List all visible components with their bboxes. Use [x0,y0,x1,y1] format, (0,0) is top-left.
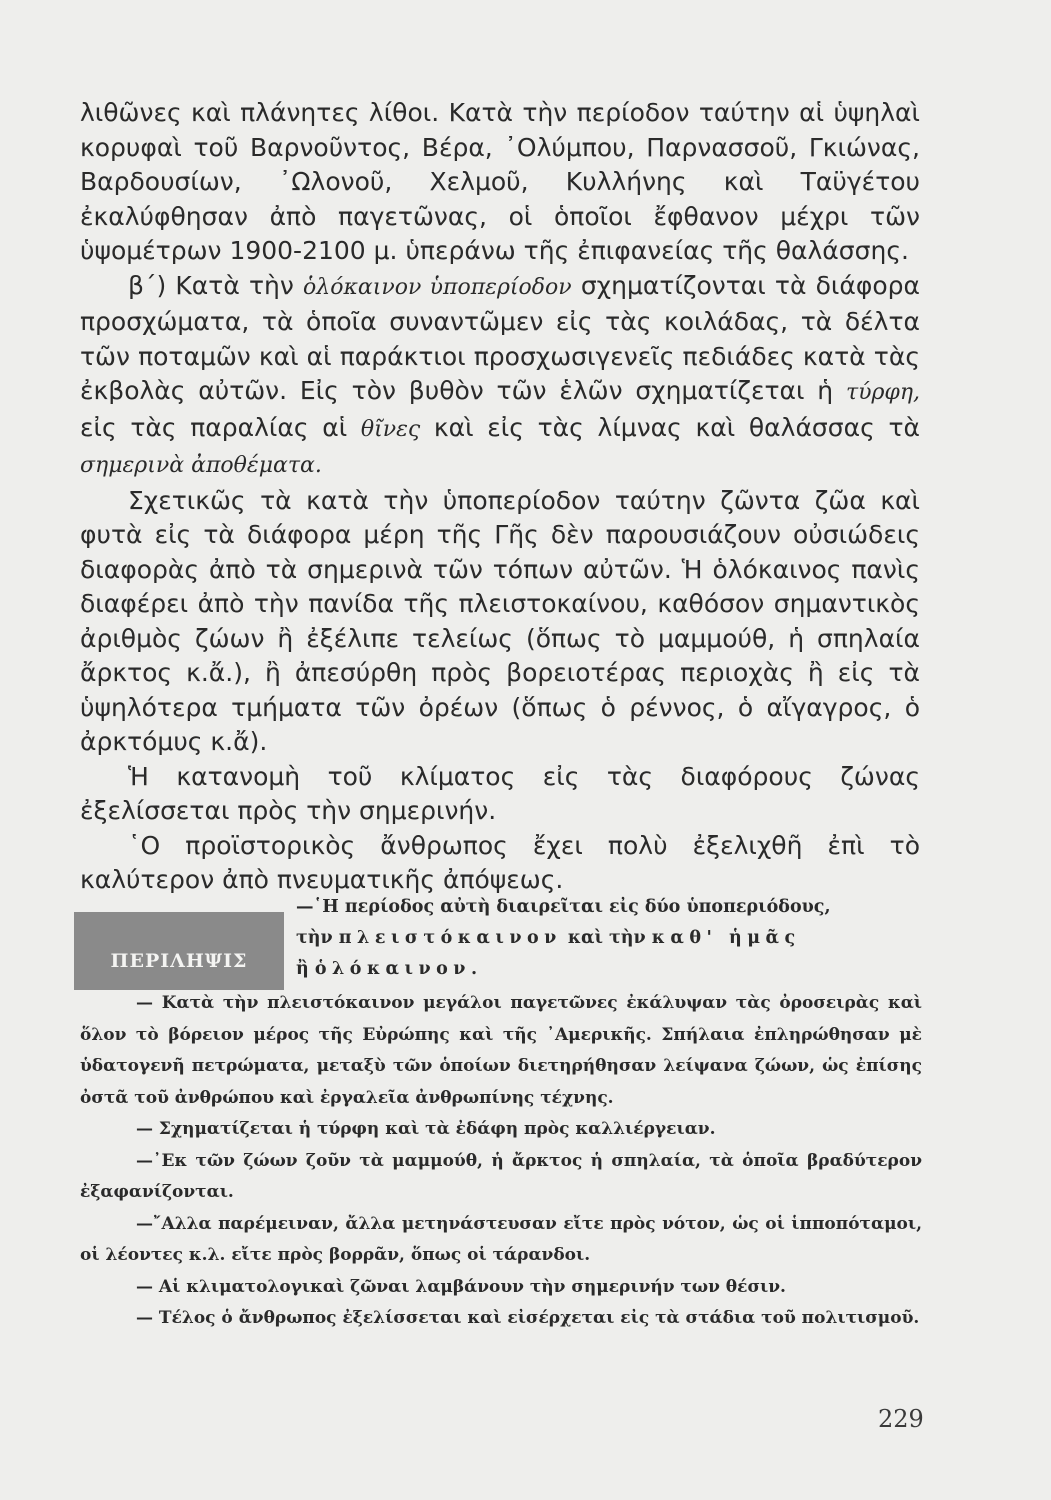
summary-list [80,988,922,1335]
p2-emphasis-deposits: σημερινὰ ἀποθέματα. [80,453,322,478]
summary-head-line-2 [296,923,922,954]
summary-head-3a: ἢ [296,959,315,979]
p2-emphasis-dunes: θῖνες [360,416,421,442]
summary-head-holocene: ὁλόκαινον. [314,959,483,979]
summary-item: — Κατὰ τὴν πλειστόκαινον μεγάλοι παγετῶνες ἐκάλυψαν τὰς ὀροσειρὰς καὶ ὅλον τὸ βόρειον μέρος τῆς Εὐρώπης καὶ τῆς ᾿Αμερικῆς. Σπήλαια ἐπληρώθησαν μὲ ὑδατογενῆ πετρώματα, μεταξὺ τῶν ὁποίων διετηρήθησαν λείψανα ζώων, ὡς ἐπίσης ὀστᾶ τοῦ ἀνθρώπου καὶ ἐργαλεῖα ἀνθρωπίνης τέχνης. [80,993,922,1108]
p2-text-c: εἰς τὰς παραλίας αἱ [80,412,361,442]
paragraph-1: λιθῶνες καὶ πλάνητες λίθοι. Κατὰ τὴν περίοδον ταύτην αἱ ὑψηλαὶ κορυφαὶ τοῦ Βαρνοῦντος, Βέρα, ᾿Ολύμπου, Παρνασσοῦ, Γκιώνας, Βαρδουσίων, ᾿Ωλονοῦ, Χελμοῦ, Κυλλήνης καὶ Ταϋγέτου ἐκαλύφθησαν ἀπὸ παγετῶνας, οἱ ὁποῖοι ἔφθανον μέχρι τῶν ὑψομέτρων 1900-2100 μ. ὑπεράνω τῆς ἐπιφανείας τῆς θαλάσσης. [80,98,920,265]
body-text [80,96,920,898]
summary-head-pleistocene: πλειστόκαινον [338,928,562,948]
summary-item: — Αἱ κλιματολογικαὶ ζῶναι λαμβάνουν τὴν σημερινήν των θέσιν. [136,1276,786,1297]
summary-head-2a: τὴν [296,928,339,948]
paragraph-3: Σχετικῶς τὰ κατὰ τὴν ὑποπερίοδον ταύτην ζῶντα ζῶα καὶ φυτὰ εἰς τὰ διάφορα μέρη τῆς Γῆς δὲν παρουσιάζουν οὐσιώδεις διαφορὰς ἀπὸ τὰ σημερινὰ τῶν τόπων αὐτῶν. Ἡ ὁλόκαινος πανὶς διαφέρει ἀπὸ τὴν πανίδα τῆς πλειστοκαίνου, καθόσον σημαντικὸς ἀριθμὸς ζώων ἢ ἐξέλιπε τελείως (ὅπως τὸ μαμμούθ, ἡ σπηλαία ἄρκτος κ.ἄ.), ἢ ἀπεσύρθη πρὸς βορειοτέρας περιοχὰς ἢ εἰς τὰ ὑψηλότερα τμήματα τῶν ὀρέων (ὅπως ὁ ρέννος, ὁ αἴγαγρος, ὁ ἀρκτόμυς κ.ἄ). [80,485,920,756]
summary-badge-label: ΠΕΡΙΛΗΨΙΣ [110,950,248,972]
summary-item: — Τέλος ὁ ἄνθρωπος ἐξελίσσεται καὶ εἰσέρχεται εἰς τὰ στάδια τοῦ πολιτισμοῦ. [136,1308,920,1328]
summary-head-line-1: —῾Η περίοδος αὐτὴ διαιρεῖται εἰς δύο ὑποπεριόδους, [296,897,831,917]
summary-item: —῎Αλλα παρέμειναν, ἄλλα μετηνάστευσαν εἴτε πρὸς νότον, ὡς οἱ ἱπποπόταμοι, οἱ λέοντες κ.λ. εἴτε πρὸς βορρᾶν, ὅπως οἱ τάρανδοι. [80,1213,922,1265]
p2-text-b: σχηματίζονται τὰ διάφορα προσχώματα, τὰ ὁποῖα συναντῶμεν εἰς τὰς κοιλάδας, τὰ δέλτα τῶν ποταμῶν καὶ αἱ παράκτιοι προσχωσιγενεῖς πεδιάδες κατὰ τὰς ἐκβολὰς αὐτῶν. Εἰς τὸν βυθὸν τῶν ἑλῶν σχηματίζεται ἡ [80,270,920,405]
page-number: 229 [878,1405,924,1433]
p2-emphasis-peat: τύρφη, [845,380,920,405]
summary-item: — Σχηματίζεται ἡ τύρφη καὶ τὰ ἐδάφη πρὸς καλλιέργειαν. [136,1119,716,1139]
summary-item: —᾿Εκ τῶν ζώων ζοῦν τὰ μαμμούθ, ἡ ἄρκτος ἡ σπηλαία, τὰ ὁποῖα βραδύτερον ἐξαφανίζονται. [80,1150,922,1202]
summary-head-our-times: καθ' ἡμᾶς [651,928,801,948]
p2-emphasis-holocene: ὁλόκαινον ὑποπερίοδον [303,274,572,300]
summary-heading [296,892,922,985]
paragraph-2 [80,269,920,484]
paragraph-4: Ἡ κατανομὴ τοῦ κλίματος εἰς τὰς διαφόρους ζώνας ἐξελίσσεται πρὸς τὴν σημερινήν. [80,761,920,825]
p2-text-d: καὶ εἰς τὰς λίμνας καὶ θαλάσσας τὰ [420,412,920,442]
summary-head-line-3 [296,954,922,985]
paragraph-5: ῾Ο προϊστορικὸς ἄνθρωπος ἔχει πολὺ ἐξελιχθῆ ἐπὶ τὸ καλύτερον ἀπὸ πνευματικῆς ἀπόψεως. [80,830,920,894]
summary-badge [74,912,284,990]
summary-head-2b: καὶ τὴν [561,928,652,948]
p2-text-a: β΄) Κατὰ τὴν [128,270,304,300]
